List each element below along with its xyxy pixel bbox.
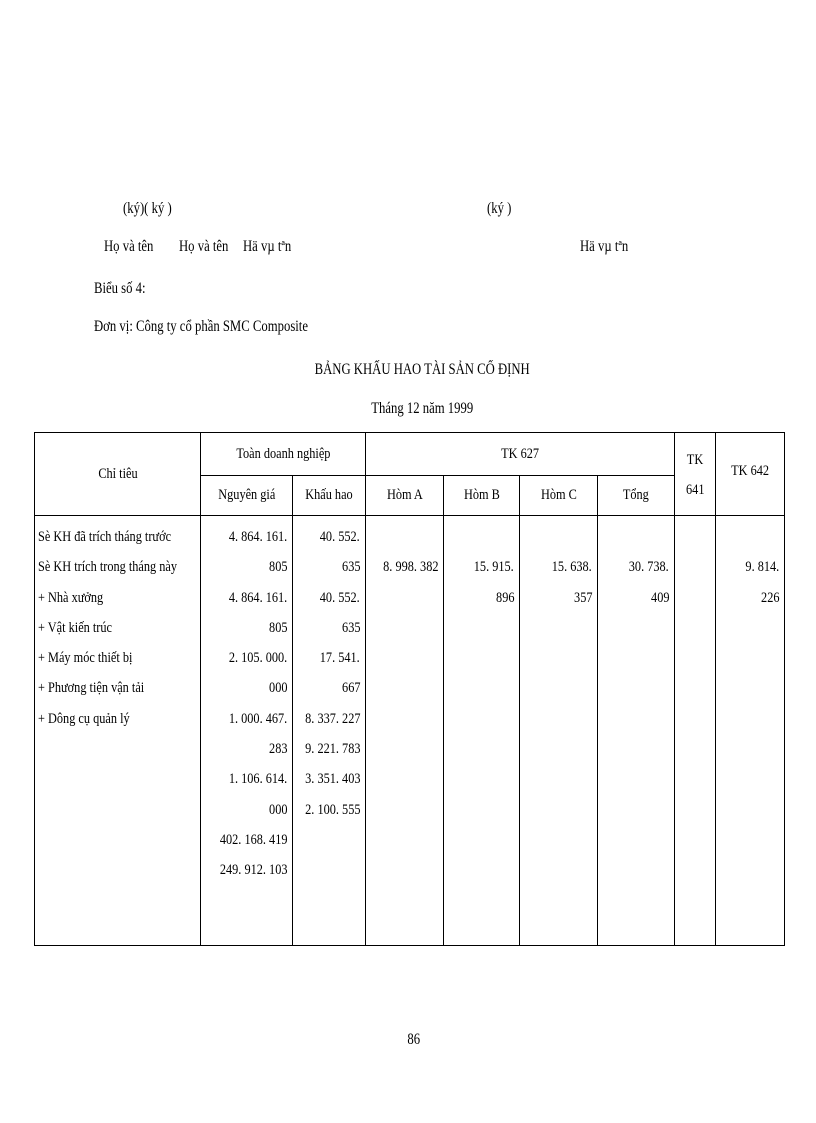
signature-left: (ký)( ký ) — [123, 200, 172, 217]
cell-nguyen-gia: 2. 105. 000. — [228, 650, 287, 667]
cell-khau-hao: 8. 337. 227 — [305, 710, 361, 727]
header-tk641: TK 641 — [675, 433, 716, 516]
name-label-left: Họ và tên — [104, 238, 154, 255]
cell-khau-hao: 17. 541. — [320, 650, 361, 667]
cell-tk642: 226 — [760, 589, 780, 606]
form-label: Biểu số 4: — [94, 280, 146, 297]
cell-hom-b — [444, 522, 519, 552]
cell-hom-b: 896 — [495, 589, 515, 606]
header-tk627: TK 627 — [366, 433, 675, 476]
col-hom-b — [444, 516, 520, 946]
header-tk642: TK 642 — [716, 433, 785, 516]
cell-nguyen-gia: 283 — [268, 741, 287, 758]
cell-nguyen-gia: 000 — [268, 801, 287, 818]
cell-nguyen-gia: 402. 168. 419 — [219, 831, 287, 848]
cell-tk642: 9. 814. — [745, 559, 780, 576]
cell-hom-a — [366, 522, 443, 552]
cell-hom-c: 357 — [573, 589, 593, 606]
cell-khau-hao: 9. 221. 783 — [305, 741, 361, 758]
col-chi-tieu — [35, 516, 201, 946]
cell-nguyen-gia: 805 — [268, 619, 287, 636]
cell-nguyen-gia: 805 — [268, 559, 287, 576]
col-tong — [598, 516, 675, 946]
col-khau-hao — [293, 516, 366, 946]
cell-tong: 30. 738. — [629, 559, 670, 576]
name-field-left: Hä vµ tªn — [243, 238, 292, 255]
header-toan-doanh-nghiep: Toàn doanh nghiệp — [201, 433, 366, 476]
cell-khau-hao: 40. 552. — [320, 589, 361, 606]
col-hom-c — [520, 516, 598, 946]
cell-hom-c: 15. 638. — [552, 559, 593, 576]
cell-chi-tieu: + Dông cụ quản lý — [38, 710, 130, 727]
cell-tong — [598, 522, 674, 552]
signature-right: (ký ) — [487, 200, 512, 217]
cell-khau-hao: 667 — [341, 680, 361, 697]
cell-khau-hao: 635 — [341, 619, 361, 636]
col-tk641 — [675, 516, 716, 946]
unit-label: Đơn vị: Công ty cổ phần SMC Composite — [94, 318, 308, 335]
page-number: 86 — [407, 1031, 421, 1048]
col-hom-a — [366, 516, 444, 946]
col-tk642 — [716, 516, 785, 946]
cell-nguyen-gia: 1. 106. 614. — [228, 771, 287, 788]
cell-chi-tieu: + Phương tiện vận tải — [38, 680, 145, 697]
cell-chi-tieu: + Nhà xưởng — [38, 589, 104, 606]
cell-hom-b: 15. 915. — [474, 559, 515, 576]
name-field-right: Hä vµ tªn — [580, 238, 629, 255]
name-label-mid: Họ và tên — [179, 238, 229, 255]
cell-nguyen-gia: 249. 912. 103 — [219, 862, 287, 879]
cell-nguyen-gia: 000 — [268, 680, 287, 697]
cell-nguyen-gia: 4. 864. 161. — [228, 529, 287, 545]
cell-tong: 409 — [650, 589, 670, 606]
page-subtitle: Tháng 12 năm 1999 — [370, 400, 474, 417]
header-chi-tieu: Chỉ tiêu — [35, 433, 201, 516]
cell-khau-hao: 40. 552. — [320, 529, 361, 545]
cell-hom-c — [520, 522, 597, 552]
cell-tk642 — [716, 522, 784, 552]
cell-nguyen-gia: 4. 864. 161. — [228, 589, 287, 606]
header-hom-b: Hòm B — [444, 476, 520, 516]
header-tong: Tổng — [598, 476, 675, 516]
cell-chi-tieu: + Máy móc thiết bị — [38, 650, 133, 667]
cell-chi-tieu: Sè KH đã trích tháng trước — [38, 529, 172, 545]
cell-khau-hao: 2. 100. 555 — [305, 801, 361, 818]
cell-nguyen-gia: 1. 000. 467. — [228, 710, 287, 727]
header-nguyen-gia: Nguyên giá — [201, 476, 293, 516]
header-hom-a: Hòm A — [366, 476, 444, 516]
cell-khau-hao: 635 — [341, 559, 361, 576]
depreciation-table — [34, 432, 785, 946]
cell-chi-tieu: Sè KH trích trong tháng này — [38, 559, 178, 576]
cell-chi-tieu: + Vật kiến trúc — [38, 619, 113, 636]
cell-hom-a: 8. 998. 382 — [382, 559, 439, 576]
header-hom-c: Hòm C — [520, 476, 598, 516]
col-nguyen-gia — [201, 516, 293, 946]
header-khau-hao: Khấu hao — [293, 476, 366, 516]
cell-khau-hao: 3. 351. 403 — [305, 771, 361, 788]
page-title: BẢNG KHẤU HAO TÀI SẢN CỐ ĐỊNH — [314, 361, 530, 378]
